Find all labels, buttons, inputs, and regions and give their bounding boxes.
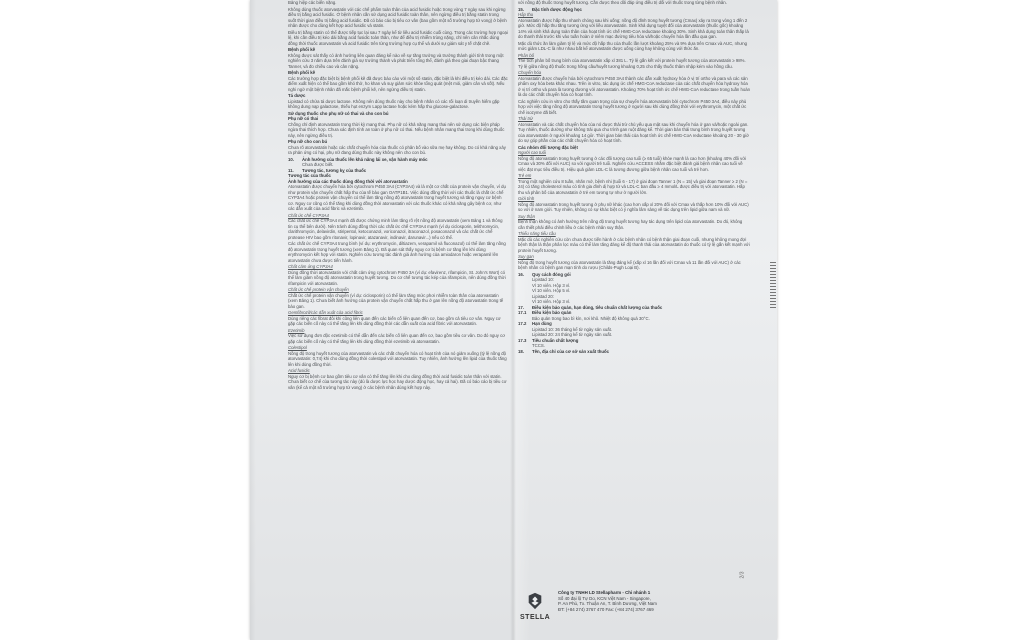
paragraph: Atorvastatin được chuyển hóa bởi cytochrom P450 3A4 (CYP3A4) và là một cơ chất của protein vận chuyển, ví dụ như protein vận chuyển chất hấp thu của tế bào gan OATP1B1. Việc dùng đồng thời với các thuốc là chất ức chế CYP3A4 hoặc protein vận chuyển có thể làm tăng nồng độ atorvastatin trong huyết tương và tăng nguy cơ bệnh cơ. Nguy cơ cũng có thể tăng khi dùng đồng thời atorvastatin với các thuốc khác có khả năng gây bệnh cơ, như các dẫn xuất của acid fibric và ezetimib. [288, 184, 506, 211]
underlined-subheading: Chất ức chế protein vận chuyển [288, 287, 349, 292]
indented-line: TCCS. [532, 343, 545, 348]
section-title: Đặc tính dược động học [532, 6, 582, 12]
section-number: 17.1 [518, 310, 527, 315]
paragraph: Atorvastatin và các chất chuyển hóa của nó được thải trừ chủ yếu qua mật sau khi chuyển hóa ở gan và/hoặc ngoài gan. Tuy nhiên, thuốc dường như không trải qua chu trình gan ruột đáng kể. Thời gian bán thải trung bình trong huyết tương của atorvastatin ở người khoảng 14 giờ. Thời gian bán thải của hoạt tính ức chế HMG-CoA reductase khoảng 20 - 30 giờ do sự góp phần của các chất chuyển hóa có hoạt tính. [518, 121, 749, 143]
underlined-subheading: Hấp thu [518, 12, 534, 17]
section-number: 11. [288, 167, 294, 173]
paragraph: Không dùng thuốc atorvastatin với các chế phẩm toàn thân của acid fusidic hoặc trong vòng 7 ngày sau khi ngừng điều trị bằng acid fusidic. Ở bệnh nhân cần sử dụng acid fusidic toàn thân, nên ngừng điều trị bằng statin trong suốt thời gian điều trị bằng acid fusidic. Đã có báo cáo bị tiêu cơ vân (bao gồm một số trường hợp tử vong) ở bệnh nhân được cho dùng kết hợp acid fusidic và statin. [288, 6, 507, 28]
subheading: Phụ nữ cho con bú [288, 139, 328, 144]
phone-fax: ĐT: (+84 274) 3767 470 Fax: (+84 274) 3767 469 [558, 606, 654, 612]
subheading: Các nhóm đối tượng đặc biệt [518, 144, 578, 150]
paragraph: Các chất ức chế CYP3A4 mạnh đã được chứng minh làm tăng rõ rệt nồng độ atorvastatin (xem Bảng 1 và thông tin cụ thể bên dưới). Nên tránh dùng đồng thời các chất ức chế CYP3A4 mạnh (ví dụ ciclosporin, telithromycin, clarithromycin, delavirdin, stiripentol, ketoconazol, voriconazol, itraconazol, posaconazol và các chất ức chế protease HIV bao gồm ritonavir, lopinavir, atazanavir, indinavir, darunavir...) nếu có thể. [288, 218, 503, 240]
paragraph: Điều trị bằng statin có thể được tiếp tục lại sau 7 ngày kể từ liều acid fusidic cuối cùng. Trong các trường hợp ngoại lệ, khi cần điều trị kéo dài bằng acid fusidic toàn thân, như để điều trị nhiễm trùng nặng, chỉ nên cân nhắc dùng đồng thời thuốc atorvastatin và acid fusidic trên từng trường hợp cụ thể và dưới sự giám sát y tế chặt chẽ. [288, 29, 508, 46]
paragraph: Các nghiên cứu in vitro cho thấy tầm quan trọng của sự chuyển hóa atorvastatin bởi cytochrom P450 3A4, điều này phù hợp với việc tăng nồng độ atorvastatin trong huyết tương ở người sau khi dùng đồng thời với erythromycin, một chất ức chế isozyme đã biết. [518, 98, 747, 115]
underlined-subheading: Suy thận [518, 213, 535, 219]
paragraph: Atorvastatin được hấp thu nhanh chóng sau khi uống; nồng độ đỉnh trong huyết tương (Cmax) xảy ra trong vòng 1 đến 2 giờ. Mức độ hấp thu tăng tương ứng với liều atorvastatin. Sinh khả dụng tuyệt đối của atorvastatin (thuốc gốc) khoảng 14% và sinh khả dụng toàn thân của hoạt tính ức chế HMG-CoA reductase khoảng 30%. Sinh khả dụng toàn thân thấp là do thanh thải trước khi vào tuần hoàn ở niêm mạc đường tiêu hóa và/hoặc chuyển hóa lần đầu qua gan. [518, 17, 749, 39]
subheading: Tương tác của thuốc [288, 173, 331, 178]
indented-line: Chưa được biết. [302, 162, 334, 167]
paragraph: Chất ức chế protein vận chuyển (ví dụ: ciclosporin) có thể làm tăng mức phơi nhiễm toàn thân của atorvastatin (xem Bảng 1). Chưa biết ảnh hưởng của protein vận chuyển chất hấp thu ở gan lên nồng độ atorvastatin trong tế bào gan. [288, 292, 504, 309]
address-line-1: Số 40 đại lộ Tự Do, KCN Việt Nam - Singapore, [558, 595, 651, 601]
section-title: Điều kiện bảo quản [532, 310, 572, 315]
paragraph: Lipistad có chứa tá dược lactose. Không nên dùng thuốc này cho bệnh nhân có các rối loạn di truyền hiếm gặp không dung nạp galactose, thiếu hụt enzym Lapp lactase hoặc kém hấp thu glucose-galactose. [288, 98, 500, 109]
stella-logo-text: STELLA [520, 614, 551, 621]
underlined-subheading: Acid fusidic [288, 368, 310, 373]
section-number: 17. [518, 304, 524, 310]
section-title: Quy cách đóng gói [532, 271, 571, 277]
indented-line: Lipistad 10: 36 tháng kể từ ngày sản xuất. [532, 326, 613, 332]
paragraph: Thể tích phân bố trung bình của atorvastatin xấp xỉ 381 L. Tỷ lệ gắn kết với protein huyết tương của atorvastatin ≥ 98%. Tỷ lệ giữa nồng độ thuốc trong hồng cầu/huyết tương khoảng 0,25 cho thấy thuốc thâm nhập kém vào hồng cầu. [518, 58, 746, 69]
underlined-subheading: Suy gan [518, 254, 534, 259]
right-text-column [518, 0, 750, 640]
underlined-subheading: Giới tính [518, 196, 535, 201]
paragraph: Nồng độ trong huyết tương của atorvastatin và các chất chuyển hóa có hoạt tính của nó giảm xuống (tỷ lệ nồng độ atorvastatin: 0,74) khi cho dùng đồng thời colestipol với atorvastatin. Tuy nhiên, ảnh hưởng lên lipid của thuốc tăng lên khi dùng đồng thời. [288, 350, 507, 367]
section-number: 10. [288, 156, 294, 162]
section-title: Tương tác, tương kỵ của thuốc [302, 167, 367, 173]
paragraph: Nồng độ atorvastatin trong huyết tương ở phụ nữ khác (cao hơn xấp xỉ 20% đối với Cmax và thấp hơn 10% đối với AUC) so với ở nam giới. Tuy nhiên, không có sự khác biệt có ý nghĩa lâm sàng về tác dụng trên lipid giữa nam và nữ. [518, 201, 749, 212]
section-number: 15. [518, 6, 524, 12]
section-title: Điều kiện bảo quản, hạn dùng, tiêu chuẩn chất lượng của thuốc [532, 304, 663, 310]
subheading: Ảnh hưởng của các thuốc dùng đồng thời với atorvastatin [288, 178, 408, 184]
paragraph: Mặc dù các nghiên cứu còn chưa được tiến hành ở các bệnh nhân có bệnh thận giai đoạn cuối, nhưng không mong đợi bệnh thận là thận phân lọc máu có thể làm tăng đáng kể độ thanh thải của atorvastatin do thuốc có tỷ lệ gắn kết mạnh với protein huyết tương. [518, 236, 750, 253]
section-number: 16. [518, 271, 524, 277]
paragraph: Không được sát thấy có ảnh hưởng liên quan đáng kể nào về sự tăng trưởng và trưởng thành giới tính trong một nghiên cứu 3 năm dựa trên đánh giá sự trưởng thành và phát triển tổng thể, đánh giá theo giai đoạn bậc thang Tanner, và đo chiều cao và cân nặng. [288, 52, 504, 69]
underlined-subheading: Chuyển hóa [518, 70, 542, 75]
section-heading [518, 349, 750, 355]
paragraph: Nguy cơ bị bệnh cơ bao gồm tiêu cơ vân có thể tăng lên khi cho dùng đồng thời acid fusidic toàn thân với statin. Chưa biết cơ chế của tương tác này (dù là dược lực học hay dược động học, hay cả hai). Đã có báo cáo bị tiêu cơ vân (kể cả một số trường hợp tử vong) ở các bệnh nhân dùng kết hợp này. [288, 373, 507, 390]
company-address-block [558, 590, 657, 612]
subheading: Bệnh phổi kẽ [288, 70, 315, 75]
paper-edge-marks [770, 262, 776, 310]
underlined-subheading: Gemfibrozil/các dẫn xuất của acid fibric [288, 310, 363, 315]
section-number: 18. [518, 348, 524, 354]
page-number: 2/3 [739, 571, 746, 579]
indented-line: Lipistad 10: [532, 277, 554, 282]
underlined-subheading: Trẻ em [518, 173, 532, 178]
underlined-subheading: Người cao tuổi [518, 150, 547, 155]
stella-logo-icon [526, 592, 544, 610]
section-title: Tiêu chuẩn chất lượng [532, 337, 579, 343]
document-sheet [250, 0, 777, 640]
indented-line: Vỉ 10 viên. Hộp 3 vỉ. [532, 299, 571, 304]
paragraph: Mặc dù thức ăn làm giảm tỷ lệ và mức độ hấp thu của thuốc lần lượt khoảng 25% và 9% dựa trên Cmax và AUC, nhưng mức giảm LDL-C là như nhau bất kể atorvastatin được uống cùng hay không cùng với thức ăn. [518, 40, 748, 51]
indented-line: Lipistad 20: 24 tháng kể từ ngày sản xuất. [532, 332, 613, 337]
underlined-subheading: Chất cảm ứng CYP3A4 [288, 264, 333, 269]
underlined-subheading: Thải trừ [518, 116, 533, 121]
paragraph: Dùng đồng thời atorvastatin với chất cảm ứng cytochrom P450 3A (ví dụ: efavirenz, rifampicin, St. John's Wort) có thể làm giảm nồng độ atorvastatin trong huyết tương. Do cơ chế tương tác kép của rifampicin, nên dùng đồng thời rifampicin với atorvastatin. [288, 269, 506, 286]
subheading: Tá dược [288, 93, 306, 98]
underlined-subheading: Thiểu năng tiểu cầu [518, 231, 556, 236]
paragraph: Dùng riêng các fibrat đôi khi cũng liên quan đến các biến cố liên quan đến cơ, bao gồm cả tiêu cơ vân. Nguy cơ gặp các biến cố này có thể tăng lên khi dùng đồng thời các dẫn xuất của acid fibric với atorvastatin. [288, 315, 501, 326]
paragraph: Chưa rõ atorvastatin hoặc các chất chuyển hóa của thuốc có phân bố vào sữa mẹ hay không. Do có khả năng xảy ra phản ứng có hại, phụ nữ đang dùng thuốc này không nên cho con bú. [288, 144, 506, 155]
subheading: Phụ nữ có thai [288, 116, 319, 121]
section-number: 17.3 [518, 337, 527, 343]
paragraph: Trong một nghiên cứu 8 tuần, nhãn mở, bệnh nhi (tuổi 6 - 17) ở giai đoạn Tanner 1 (N = 15) và giai đoạn Tanner ≥ 2 (N = 24) có tăng cholesterol máu có tính gia đình dị hợp tử và LDL-C ban đầu ≥ 4 mmol/L được điều trị với atorvastatin. Hấp thu và phân bố của atorvastatin ở trẻ em tương tự như ở người lớn. [518, 178, 748, 195]
underlined-subheading: Ezetimib [288, 327, 305, 333]
paragraph: Các chất ức chế CYP3A4 trung bình (ví dụ: erythromycin, diltiazem, verapamil và fluconazol) có thể làm tăng nồng độ atorvastatin trong huyết tương (xem Bảng 1). Đã quan sát thấy nguy cơ bị bệnh cơ tăng lên khi dùng erythromycin kết hợp với statin. Nghiên cứu tương tác đánh giá ảnh hưởng của amiodaron hoặc verapamil lên atorvastatin chưa được tiến hành. [288, 241, 506, 263]
section-title: Tên, địa chỉ của cơ sở sản xuất thuốc [532, 348, 610, 354]
indented-line: Lipistad 20: [532, 293, 554, 299]
underlined-subheading: Chất ức chế CYP3A4 [288, 212, 329, 218]
address-line-2: P. An Phú, Tx. Thuận An, T. Bình Dương, Việt Nam [558, 601, 657, 607]
section-title: Hạn dùng [532, 321, 552, 326]
paragraph: Nồng độ trong huyết tương của atorvastatin là tăng đáng kể (xấp xỉ 16 lần đối với Cmax và 11 lần đối với AUC) ở các bệnh nhân có bệnh gan mạn tính do rượu (Childs-Pugh Loại B). [518, 259, 741, 270]
paragraph: Bảng hiệp cảc biến nặng. [288, 0, 337, 5]
indented-line: Bảo quản trong bao bì kín, nơi khô. Nhiệt độ không quá 30°C. [532, 315, 650, 321]
section-title: Ảnh hưởng của thuốc lên khả năng lái xe, vận hành máy móc [302, 156, 428, 162]
indented-line: Vỉ 10 viên. Hộp 5 vỉ. [532, 288, 571, 293]
subheading: Bệnh phổi kẽ [288, 47, 315, 52]
paragraph: Atorvastatin được chuyển hóa bởi cytochrom P450 3A4 thành các dẫn xuất hydroxy hóa ở vị trí ortho và para và các sản phẩm oxy hóa beta khác nhau. Trên in vitro, tác dụng ức chế HMG-CoA reductase của các chất chuyển hóa hydroxy hóa ở vị trí ortho và para là tương đương với atorvastatin. Khoảng 70% hoạt tính ức chế HMG-CoA reductase trong tuần hoàn là do các chất chuyển hóa có hoạt tính. [518, 75, 750, 97]
indented-line: Vỉ 10 viên. Hộp 3 vỉ. [532, 282, 571, 288]
left-text-column [288, 0, 508, 640]
underlined-subheading: Colestipol [288, 345, 307, 350]
paragraph: Bệnh thận không có ảnh hưởng trên nồng độ trong huyết tương hay tác dụng trên lipid của atorvastatin. Do đó, không cần thiết phải điều chỉnh liều ở các bệnh nhân suy thận. [518, 219, 743, 230]
paragraph: Việc sử dụng đơn độc ezetimib có thể dẫn đến các biến cố liên quan đến cơ, bao gồm tiêu cơ vân. Do đó nguy cơ gặp các biến cố này có thể tăng lên khi dùng đồng thời ezetimib và atorvastatin. [288, 333, 506, 344]
paragraph: Nồng độ atorvastatin trong huyết tương ở các đối tượng cao tuổi (≥ 65 tuổi) khỏe mạnh là cao hơn (khoảng 40% đối với Cmax và 30% đối với AUC) so với người trẻ tuổi. Nghiên cứu ACCESS nhằm đặc biệt đánh giá bệnh nhân cao tuổi về việc đạt mục tiêu điều trị. Hiệu quả giảm LDL-C là tương đương giữa bệnh nhân cao tuổi và trẻ hơn. [518, 155, 747, 172]
underlined-subheading: Phân bố [518, 52, 535, 58]
manufacturer-footer [520, 590, 750, 630]
paragraph: Các trường hợp đặc biệt bị bệnh phổi kẽ đã được báo cáo với một số statin, đặc biệt là khi điều trị kéo dài. Các đặc điểm xuất hiện có thể bao gồm khó thở, ho khan và suy giảm sức khỏe tổng quát (mệt mỏi, giảm cân và sốt). Nếu nghi ngờ một bệnh nhân đã mắc bệnh phổi kẽ, nên ngừng điều trị statin. [288, 75, 508, 92]
company-name: Công ty TNHH LD Stellapharm - Chi nhánh 1 [558, 590, 651, 595]
paragraph: với nồng độ thuốc trong huyết tương. Cần được theo dõi đáp ứng điều trị dối với thuốc trong từng bệnh nhân. [518, 0, 727, 5]
paragraph: Chống chỉ định atorvastatin trong thời kỳ mang thai. Phụ nữ có khả năng mang thai nên sử dụng các biện pháp ngừa thai thích hợp. Chưa xác định tính an toàn ở phụ nữ có thai. Nếu bệnh nhân mang thai trong khi dùng thuốc này, nên ngừng điều trị. [288, 121, 505, 138]
subheading: Sử dụng thuốc cho phụ nữ có thai và cho con bú [288, 110, 389, 116]
section-number: 17.2 [518, 321, 527, 326]
